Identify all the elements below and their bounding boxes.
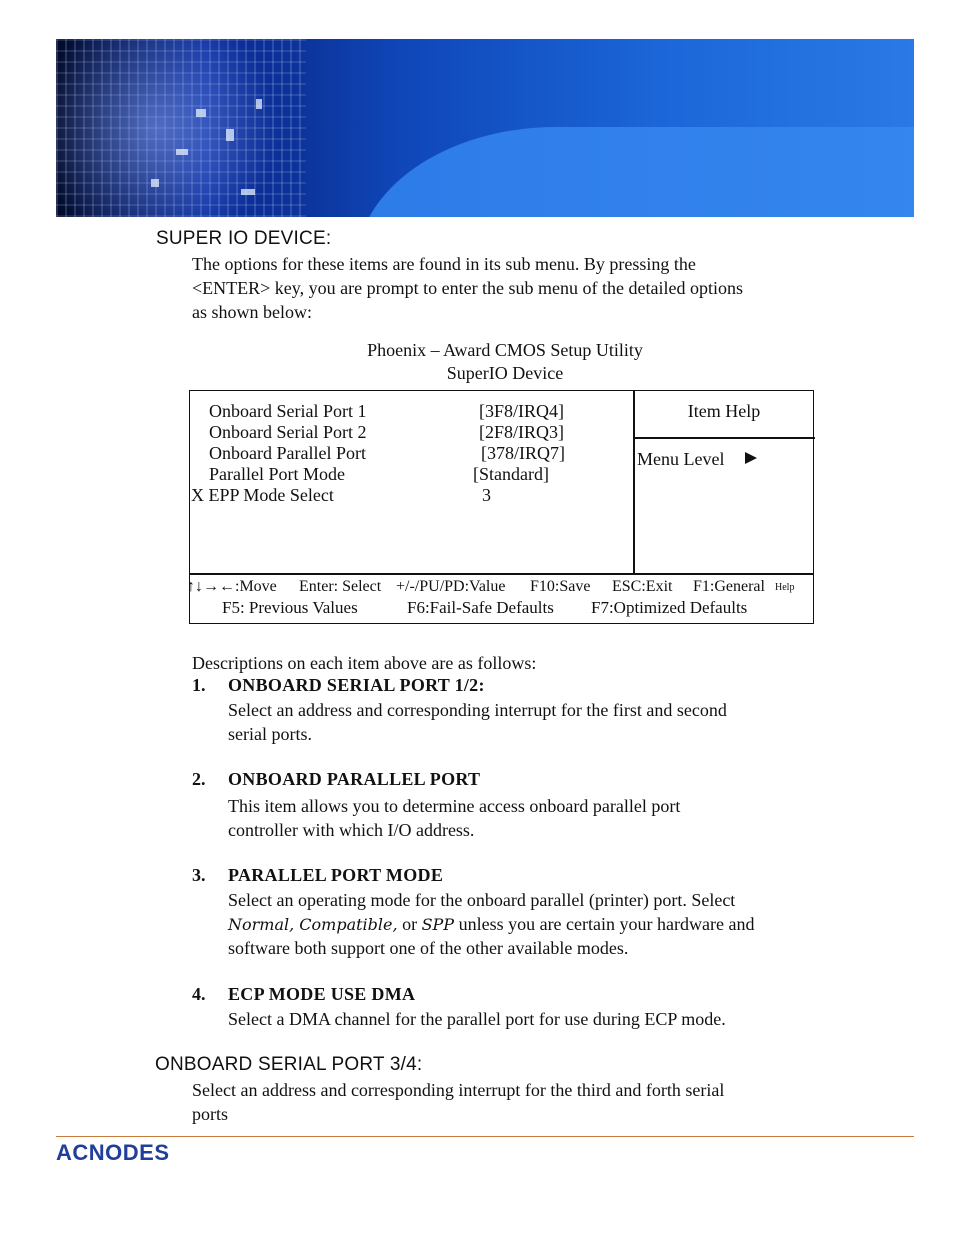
section-text: ports: [192, 1104, 228, 1124]
item-text: Select an operating mode for the onboard parallel (printer) port. Select: [228, 890, 736, 910]
circuit-board-image: [56, 39, 306, 217]
section-title: ONBOARD SERIAL PORT 3/4:: [155, 1054, 423, 1075]
circuit-chip: [256, 99, 262, 109]
italic-mode-names: Normal, Compatible,: [228, 915, 398, 934]
key-hint: Help: [775, 582, 795, 593]
banner-wave: [356, 127, 914, 217]
key-hint: F10:Save: [530, 578, 591, 595]
bios-item-value: 3: [482, 485, 491, 505]
key-hint: F6:Fail-Safe Defaults: [407, 598, 554, 617]
key-hint: ↑↓→←:Move: [187, 578, 277, 595]
item-text: software both support one of the other available modes.: [228, 938, 629, 958]
item-text: Select a DMA channel for the parallel port for use during ECP mode.: [228, 1009, 726, 1029]
intro-line: The options for these items are found in its sub menu. By pressing the: [192, 254, 696, 274]
footer-divider: [56, 1136, 914, 1137]
bios-item-label: Onboard Serial Port 2: [209, 422, 367, 442]
circuit-chip: [176, 149, 188, 155]
intro-line: <ENTER> key, you are prompt to enter the sub menu of the detailed options: [192, 278, 744, 298]
item-heading: ONBOARD SERIAL PORT 1/2:: [228, 675, 485, 695]
item-number: 3.: [192, 865, 206, 885]
item-number: 4.: [192, 984, 206, 1004]
bios-item-label: Parallel Port Mode: [209, 464, 345, 484]
bios-item-label: Onboard Serial Port 1: [209, 401, 367, 421]
item-help-heading: Item Help: [687, 401, 761, 421]
item-heading: PARALLEL PORT MODE: [228, 865, 444, 885]
logo-text: ACNODES: [56, 1140, 170, 1165]
item-text-fragment: or: [397, 914, 422, 934]
item-text: serial ports.: [228, 724, 312, 744]
bios-item-label: X EPP Mode Select: [191, 485, 334, 505]
italic-mode-name: SPP: [421, 915, 455, 934]
key-hint: F1:General: [693, 578, 765, 595]
key-hint: Enter: Select: [299, 578, 382, 595]
acnodes-logo: [56, 1139, 216, 1165]
triangle-right-icon: [745, 452, 757, 464]
item-text: This item allows you to determine access onboard parallel port: [228, 796, 681, 816]
bios-item-value: [Standard]: [473, 464, 549, 484]
bios-item-label: Onboard Parallel Port: [209, 443, 366, 463]
item-text: Select an address and corresponding interrupt for the first and second: [228, 700, 727, 720]
item-text-fragment: unless you are certain your hardware and: [454, 914, 755, 934]
bios-item-value: [3F8/IRQ4]: [479, 401, 564, 421]
circuit-chip: [241, 189, 255, 195]
descriptions-intro: Descriptions on each item above are as follows:: [192, 653, 537, 673]
circuit-chip: [196, 109, 206, 117]
key-hint: F5: Previous Values: [222, 598, 358, 617]
item-text: [228, 912, 808, 937]
circuit-chip: [151, 179, 159, 187]
item-heading: ONBOARD PARALLEL PORT: [228, 769, 481, 789]
section-title: SUPER IO DEVICE:: [156, 228, 332, 249]
intro-line: as shown below:: [192, 302, 312, 322]
divider: [190, 573, 813, 575]
section-text: Select an address and corresponding interrupt for the third and forth serial: [192, 1080, 725, 1100]
item-heading: ECP MODE USE DMA: [228, 984, 416, 1004]
item-number: 1.: [192, 675, 206, 695]
item-number: 2.: [192, 769, 206, 789]
key-hint: F7:Optimized Defaults: [591, 598, 748, 617]
bios-screen: [189, 390, 814, 624]
bios-utility-title: Phoenix – Award CMOS Setup Utility: [367, 340, 643, 360]
header-banner: [56, 39, 914, 217]
circuit-chip: [226, 129, 234, 141]
key-hint: ESC:Exit: [612, 578, 673, 595]
bios-item-value: [2F8/IRQ3]: [479, 422, 564, 442]
item-text: controller with which I/O address.: [228, 820, 475, 840]
menu-level-label: Menu Level: [637, 449, 725, 469]
bios-item-value: [378/IRQ7]: [481, 443, 565, 463]
bios-screen-title: SuperIO Device: [446, 363, 564, 383]
divider: [633, 437, 815, 439]
key-hint: +/-/PU/PD:Value: [396, 578, 506, 595]
